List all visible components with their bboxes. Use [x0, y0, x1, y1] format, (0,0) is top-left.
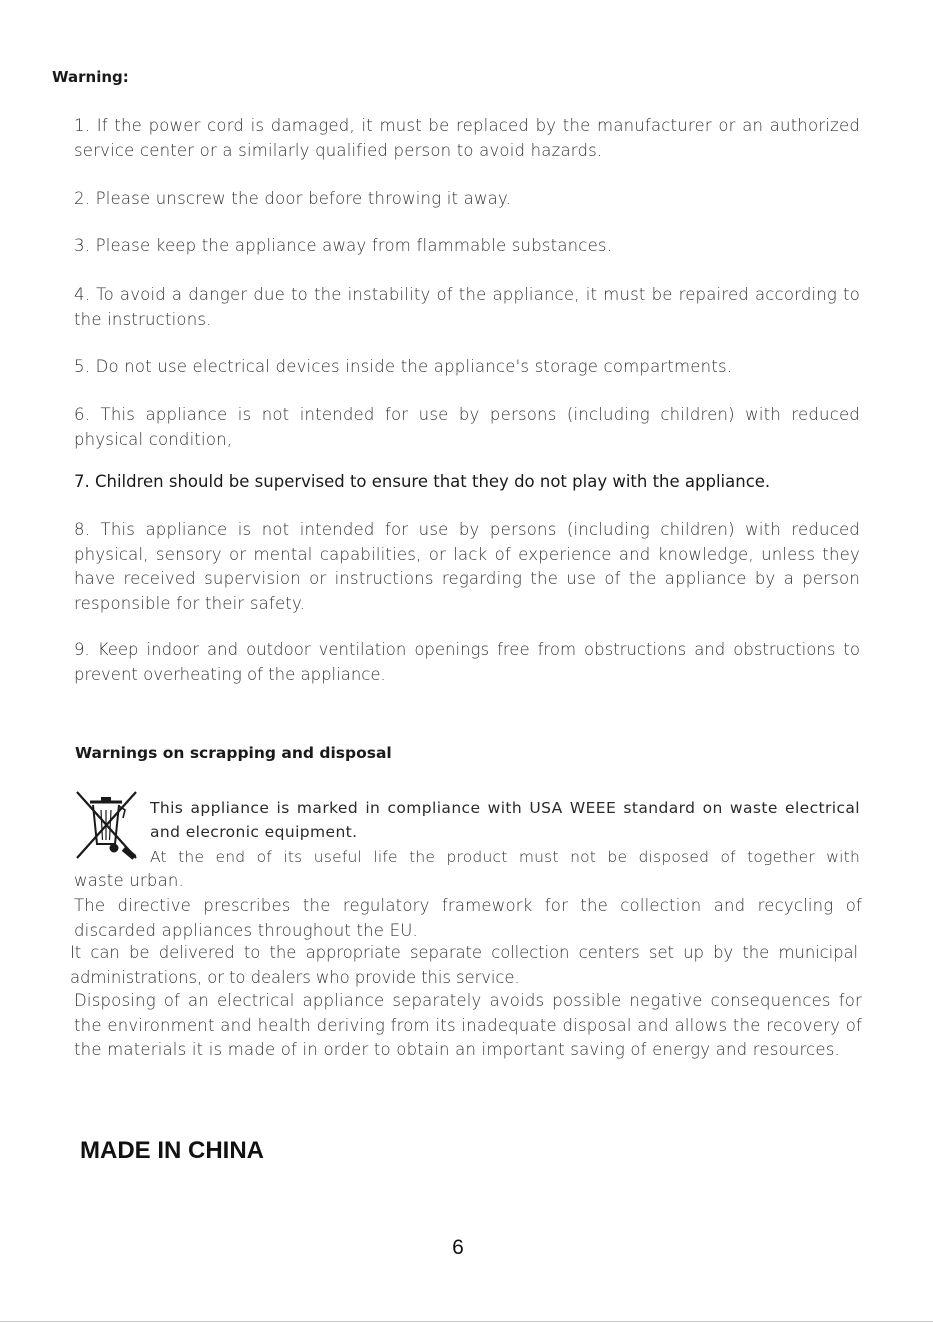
- warning-item-7: 7. Children should be supervised to ensure that they do not play with the appliance.: [74, 472, 771, 491]
- made-in-label: MADE IN CHINA: [80, 1137, 264, 1164]
- weee-waste-urban-line: waste urban.: [74, 871, 184, 890]
- warning-item-5: 5. Do not use electrical devices inside the appliance's storage compartments.: [74, 357, 733, 376]
- warning-item-8: 8. This appliance is not intended for use by persons (including children) with reduced physical, sensory or mental capabilities, or lack of experience and knowledge, unless they have received supervision or instructions regarding the use of the appliance by a person responsible for their safety.: [74, 520, 860, 613]
- disposal-consequences-paragraph: Disposing of an electrical appliance separately avoids possible negative consequences for the environment and health deriving from its inadequate disposal and allows the recovery of the materials it is made of in order to obtain an important saving of energy and resources.: [74, 991, 862, 1059]
- disposal-directive-paragraph: The directive prescribes the regulatory framework for the collection and recycling of discarded appliances throughout the EU.: [74, 896, 862, 940]
- warning-item-9: 9. Keep indoor and outdoor ventilation openings free from obstructions and obstructions to prevent overheating of the appliance.: [74, 640, 860, 684]
- disposal-heading: Warnings on scrapping and disposal: [75, 744, 392, 762]
- warning-heading: Warning:: [52, 68, 129, 86]
- crossed-out-wheelie-bin-icon: [74, 790, 140, 862]
- disposal-collection-paragraph: It can be delivered to the appropriate separate collection centers set up by the municipal administrations, or to dealers who provide this service.: [70, 943, 858, 987]
- weee-equipment-line: and elecronic equipment.: [150, 823, 358, 841]
- page-bottom-rule: [0, 1321, 933, 1322]
- page-number: 6: [452, 1236, 464, 1259]
- warning-item-6: 6. This appliance is not intended for use by persons (including children) with reduced physical condition,: [74, 405, 860, 449]
- warning-item-1: 1. If the power cord is damaged, it must be replaced by the manufacturer or an authorized service center or a similarly qualified person to avoid hazards.: [74, 116, 860, 160]
- warning-item-3: 3. Please keep the appliance away from flammable substances.: [74, 236, 613, 255]
- weee-end-of-life-line: At the end of its useful life the product must not be disposed of together with: [150, 848, 860, 866]
- warning-item-2: 2. Please unscrew the door before throwing it away.: [74, 189, 512, 208]
- warning-item-4: 4. To avoid a danger due to the instability of the appliance, it must be repaired according to the instructions.: [74, 285, 860, 329]
- weee-compliance-line: This appliance is marked in compliance with USA WEEE standard on waste electrical: [150, 799, 860, 817]
